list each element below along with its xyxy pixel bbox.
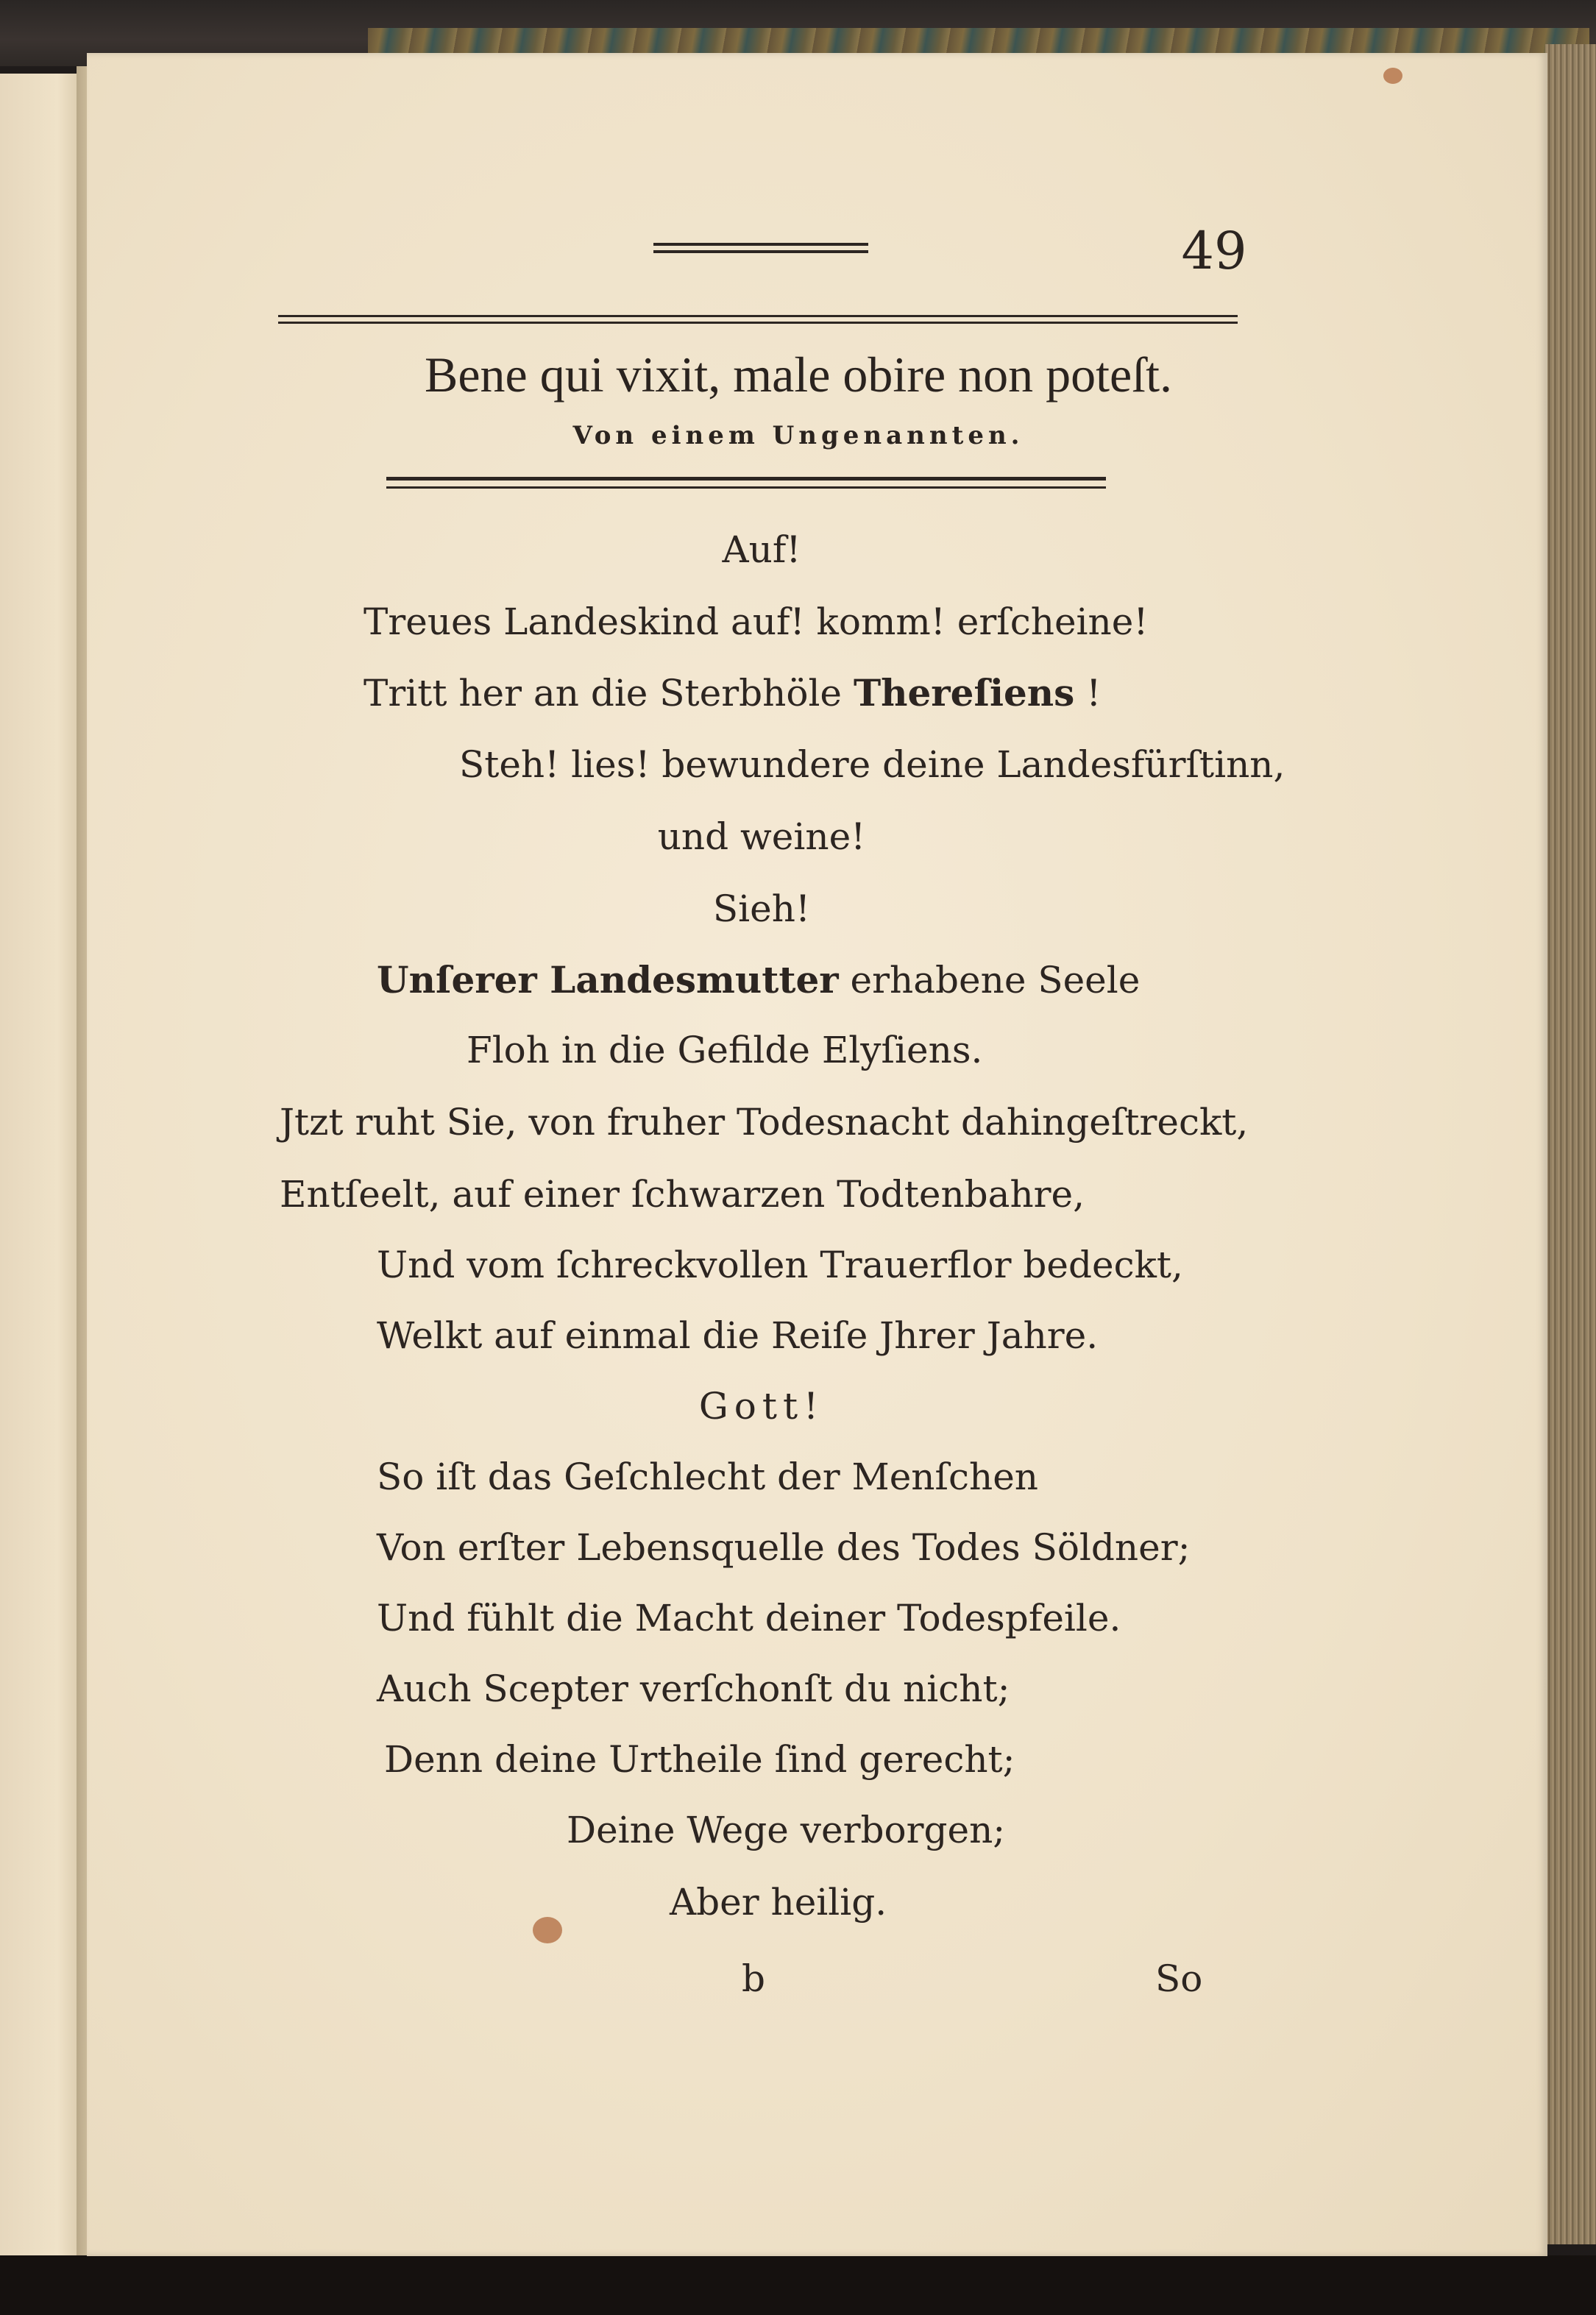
poem-line: So iſt das Geſchlecht der Menſchen xyxy=(377,1456,1038,1498)
foxing-spot xyxy=(1383,68,1402,84)
page-fore-edge xyxy=(1545,44,1596,2244)
poem-line: Entſeelt, auf einer ſchwarzen Todtenbahre, xyxy=(280,1173,1085,1216)
emphasis-name: Unſerer Landesmutter xyxy=(377,958,839,1001)
poem-line: Floh in die Gefilde Elyſiens. xyxy=(467,1029,983,1071)
poem-line: Aber heilig. xyxy=(670,1881,887,1924)
poem-line: Auch Scepter verſchonſt du nicht; xyxy=(377,1667,1010,1710)
poem-line: Gott! xyxy=(698,1385,825,1428)
poem-line: Deine Wege verborgen; xyxy=(567,1809,1006,1851)
title-bottom-rule xyxy=(386,477,1106,489)
facing-page-edge xyxy=(0,74,82,2255)
catchword: So xyxy=(1155,1957,1203,2000)
poem-author: Von einem Ungenannten. xyxy=(572,421,1024,450)
poem-line: Welkt auf einmal die Reiſe Jhrer Jahre. xyxy=(377,1314,1099,1357)
poem-line: und weine! xyxy=(657,815,866,858)
book-bottom-edge xyxy=(0,2255,1596,2315)
poem-line: Unſerer Landesmutter erhabene Seele xyxy=(377,958,1141,1001)
title-top-rule xyxy=(278,315,1238,324)
poem-line: Sieh! xyxy=(712,887,811,930)
header-ornament-rule xyxy=(653,243,868,253)
foxing-spot xyxy=(533,1917,562,1943)
poem-line: Auf! xyxy=(722,528,801,571)
emphasis-name: Thereſiens xyxy=(853,671,1075,715)
poem-line: Steh! lies! bewundere deine Landesfürſtinn, xyxy=(459,743,1285,786)
poem-line: Treues Landeskind auf! komm! erſcheine! xyxy=(363,600,1149,643)
poem-line: Und fühlt die Macht deiner Todespfeile. xyxy=(377,1597,1121,1639)
poem-line: Denn deine Urtheile ſind gerecht; xyxy=(384,1738,1015,1781)
poem-title: Bene qui vixit, male obire non poteſt. xyxy=(424,347,1172,403)
poem-line: Und vom ſchreckvollen Trauerflor bedeckt, xyxy=(377,1244,1183,1286)
signature-mark: b xyxy=(742,1957,766,2000)
poem-line: Jtzt ruht Sie, von fruher Todesnacht dahingeſtreckt, xyxy=(280,1101,1249,1144)
poem-line: Tritt her an die Sterbhöle Thereſiens ! xyxy=(363,671,1102,715)
page-number: 49 xyxy=(1181,221,1247,281)
poem-line: Von erſter Lebensquelle des Todes Söldner; xyxy=(377,1526,1191,1569)
